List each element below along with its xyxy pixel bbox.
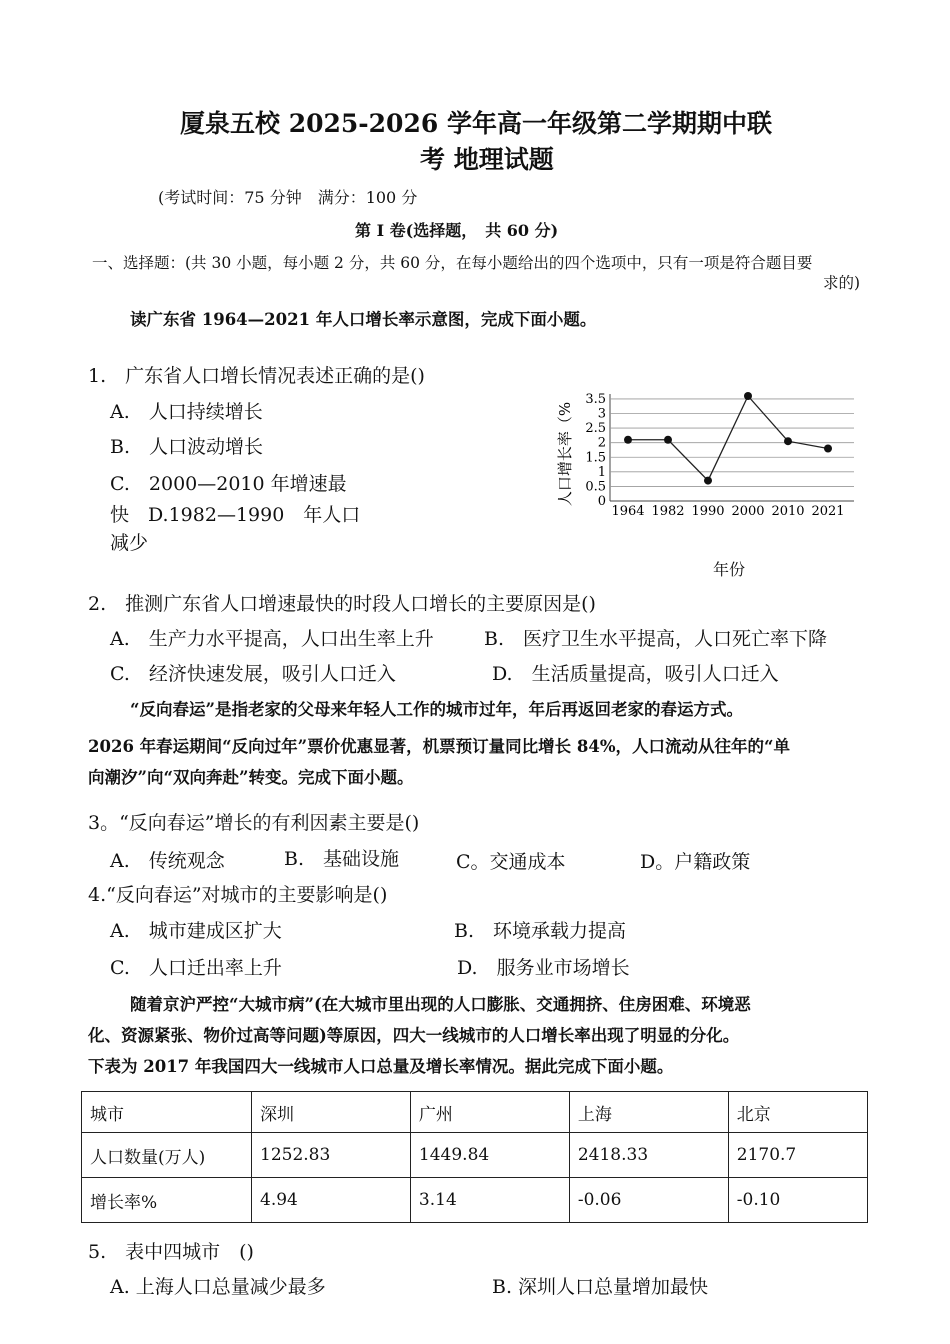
table-row [82,1133,868,1178]
table-cell: -0.06 [569,1178,728,1223]
chart-x-tick-label: 1982 [651,504,685,519]
intro-passage-3-line-3: 下表为 2017 年我国四大一线城市人口总量及增长率情况。据此完成下面小题。 [88,1057,674,1076]
section-title: 第 I 卷(选择题， 共 60 分) [355,221,559,240]
chart-series-line [628,396,828,481]
instructions-line-2: 求的) [823,274,861,292]
chart-y-tick-label: 1.5 [585,450,606,466]
table-header-cell: 深圳 [252,1092,411,1133]
chart-grid [610,394,854,501]
question-1-option-c-line-1: C. 2000—2010 年增速最 [110,473,347,495]
chart-y-tick-label: 2 [597,435,606,451]
chart-x-tick-label: 2000 [731,504,765,519]
table-header-cell: 城市 [82,1092,252,1133]
intro-passage-2-line-3: 向潮汐”向“双向奔赴”转变。完成下面小题。 [88,768,414,787]
table-cell: 3.14 [410,1178,569,1223]
table-cell: 人口数量(万人) [82,1133,252,1178]
table-cell: 1252.83 [252,1133,411,1178]
question-2-stem: 2. 推测广东省人口增速最快的时段人口增长的主要原因是() [88,593,596,615]
question-4-option-d: D. 服务业市场增长 [457,957,630,979]
population-growth-chart [548,384,868,534]
chart-y-ticks [585,392,606,509]
question-1-option-b: B. 人口波动增长 [110,436,264,458]
question-2-option-c: C. 经济快速发展，吸引人口迁入 [110,663,396,685]
table-cell: 增长率% [82,1178,252,1223]
question-5-option-a: A. 上海人口总量减少最多 [110,1276,326,1298]
chart-data-point [624,436,632,444]
table-cell: 1449.84 [410,1133,569,1178]
chart-data-point [784,437,792,445]
question-1-option-c-line-3: 减少 [110,532,149,554]
question-1-stem: 1. 广东省人口增长情况表述正确的是() [88,365,425,387]
table-cell: 2418.33 [569,1133,728,1178]
chart-x-ticks [611,504,844,519]
title-line-1: 厦泉五校 2025-2026 学年高一年级第二学期期中联 [180,109,772,138]
instructions-line-1: 一、选择题：(共 30 小题，每小题 2 分，共 60 分，在每小题给出的四个选项中，只有一项是符合题目要 [92,254,813,272]
chart-y-tick-label: 3.5 [585,391,606,407]
chart-x-tick-label: 2021 [811,504,845,519]
chart-y-tick-label: 1 [597,464,606,480]
question-3-stem: 3。“反向春运”增长的有利因素主要是() [88,812,420,834]
question-4-option-c: C. 人口迁出率上升 [110,957,282,979]
question-2-option-b: B. 医疗卫生水平提高，人口死亡率下降 [484,628,828,650]
question-1-option-a: A. 人口持续增长 [110,401,263,423]
question-2-option-d: D. 生活质量提高，吸引人口迁入 [492,663,779,685]
question-5-stem: 5. 表中四城市 () [88,1241,254,1263]
table-cell: 2170.7 [728,1133,867,1178]
chart-data-point [744,392,752,400]
intro-passage-2-line-1: “反向春运”是指老家的父母来年轻人工作的城市过年，年后再返回老家的春运方式。 [130,700,743,719]
chart-x-tick-label: 1990 [691,504,725,519]
city-population-table [81,1091,868,1223]
question-5-option-b: B. 深圳人口总量增加最快 [492,1276,709,1298]
exam-info: (考试时间：75 分钟 满分：100 分 [158,188,418,207]
chart-x-tick-label: 1964 [611,504,645,519]
intro-passage-3-line-1: 随着京沪严控“大城市病”(在大城市里出现的人口膨胀、交通拥挤、住房困难、环境恶 [130,995,751,1014]
question-1-option-c-line-2: 快 D.1982—1990 年人口 [110,504,361,526]
chart-y-tick-label: 3 [597,406,606,422]
question-3-option-d: D。户籍政策 [640,851,751,873]
chart-data-point [704,477,712,485]
question-3-option-a: A. 传统观念 [110,850,225,872]
question-4-option-b: B. 环境承载力提高 [454,920,627,942]
table-header-cell: 广州 [410,1092,569,1133]
intro-passage-1: 读广东省 1964—2021 年人口增长率示意图，完成下面小题。 [130,310,597,329]
chart-x-axis-label: 年份 [713,560,746,579]
table-header-row [82,1092,868,1133]
chart-x-tick-label: 2010 [771,504,805,519]
question-2-option-a: A. 生产力水平提高，人口出生率上升 [110,628,434,650]
intro-passage-3-line-2: 化、资源紧张、物价过高等问题)等原因，四大一线城市的人口增长率出现了明显的分化。 [88,1026,740,1045]
chart-data-point [824,445,832,453]
question-4-option-a: A. 城市建成区扩大 [110,920,282,942]
chart-y-axis-label: 人口增长率（% [556,401,574,507]
table-row [82,1178,868,1223]
chart-data-point [664,436,672,444]
chart-y-tick-label: 0 [597,494,606,509]
question-3-option-b: B. 基础设施 [284,848,400,870]
table-cell: -0.10 [728,1178,867,1223]
question-4-stem: 4.“反向春运”对城市的主要影响是() [88,884,388,906]
title-line-2: 考 地理试题 [420,145,554,174]
question-3-option-c: C。交通成本 [456,851,566,873]
table-header-cell: 北京 [728,1092,867,1133]
chart-y-tick-label: 2.5 [585,421,606,437]
intro-passage-2-line-2: 2026 年春运期间“反向过年”票价优惠显著，机票预订量同比增长 84%，人口流动从往年的“单 [88,737,791,756]
table-cell: 4.94 [252,1178,411,1223]
chart-y-tick-label: 0.5 [585,479,606,495]
table-header-cell: 上海 [569,1092,728,1133]
